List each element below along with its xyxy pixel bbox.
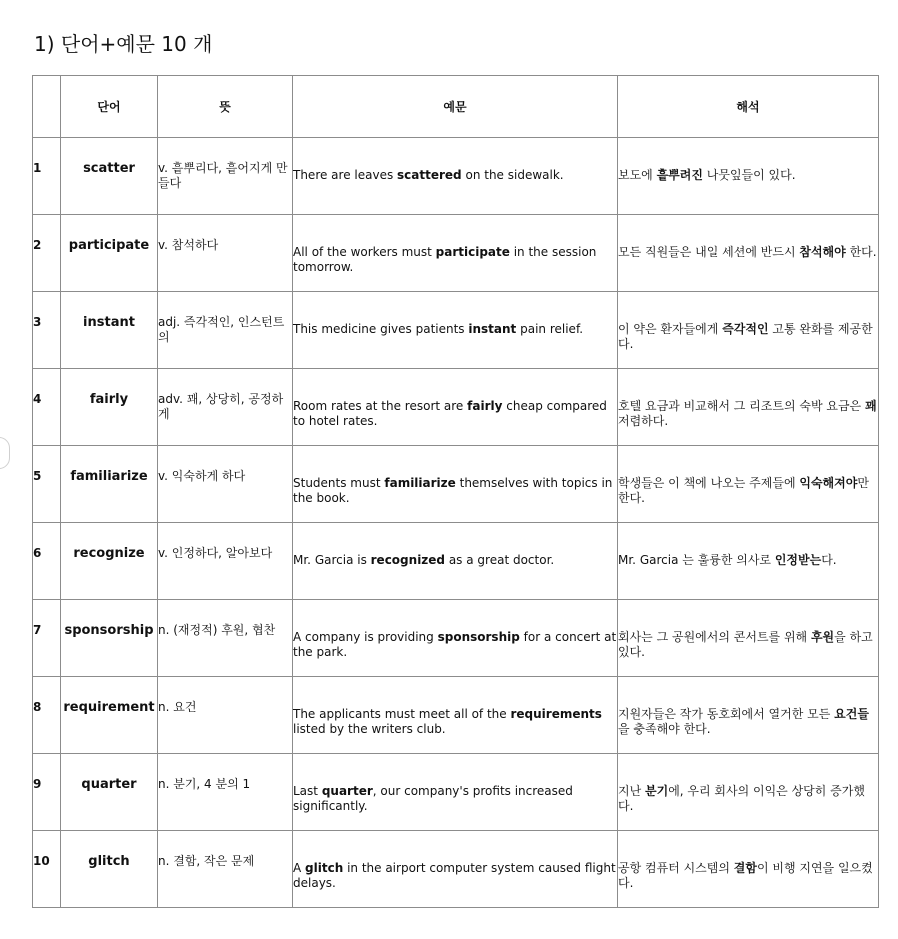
row-number: 4 xyxy=(33,369,61,446)
translation-keyword: 참석해야 xyxy=(799,245,846,259)
translation-keyword: 결함 xyxy=(733,861,757,875)
example-sentence xyxy=(293,677,618,754)
table-row xyxy=(33,292,879,369)
row-number: 1 xyxy=(33,138,61,215)
translation-text: 을 충족해야 한다. xyxy=(618,722,711,736)
header-word: 단어 xyxy=(61,76,158,138)
example-text: on the sidewalk. xyxy=(461,168,564,182)
translation-text: 회사는 그 공원에서의 콘서트를 위해 xyxy=(618,630,811,644)
example-text: listed by the writers club. xyxy=(293,722,446,736)
translation-text: 지원자들은 작가 동호회에서 열거한 모든 xyxy=(618,707,835,721)
example-sentence xyxy=(293,138,618,215)
example-keyword: glitch xyxy=(305,861,344,875)
translation-text: 이 비행 지연을 일으켰다. xyxy=(618,861,873,890)
example-text: The applicants must meet all of the xyxy=(293,707,511,721)
example-sentence xyxy=(293,831,618,908)
scroll-handle[interactable] xyxy=(0,437,10,469)
table-row xyxy=(33,831,879,908)
translation-keyword: 흩뿌려진 xyxy=(656,168,703,182)
table-body xyxy=(33,138,879,908)
table-row xyxy=(33,138,879,215)
example-keyword: familiarize xyxy=(384,476,456,490)
word-meaning: n. 결함, 작은 문제 xyxy=(158,831,293,908)
table-row xyxy=(33,754,879,831)
translation-keyword: 분기 xyxy=(645,784,669,798)
translation-keyword: 후원 xyxy=(810,630,835,644)
translation-text: Mr. Garcia 는 훌륭한 의사로 xyxy=(618,553,775,567)
example-sentence xyxy=(293,754,618,831)
row-number: 8 xyxy=(33,677,61,754)
example-text: Room rates at the resort are xyxy=(293,399,468,413)
translation xyxy=(618,215,879,292)
translation xyxy=(618,831,879,908)
example-text: There are leaves xyxy=(293,168,398,182)
translation-text: 호텔 요금과 비교해서 그 리조트의 숙박 요금은 xyxy=(618,399,865,413)
word-meaning: n. 요건 xyxy=(158,677,293,754)
translation xyxy=(618,369,879,446)
word-meaning: adv. 꽤, 상당히, 공정하게 xyxy=(158,369,293,446)
vocab-word: quarter xyxy=(61,754,158,831)
row-number: 9 xyxy=(33,754,61,831)
example-sentence xyxy=(293,600,618,677)
word-meaning: adj. 즉각적인, 인스턴트의 xyxy=(158,292,293,369)
row-number: 5 xyxy=(33,446,61,523)
header-translation: 해석 xyxy=(618,76,879,138)
table-row xyxy=(33,523,879,600)
translation-keyword: 익숙해져야 xyxy=(799,476,858,490)
example-text: in the airport computer system caused flight delays. xyxy=(293,861,616,890)
example-keyword: instant xyxy=(468,322,517,336)
translation-keyword: 인정받는 xyxy=(774,553,822,567)
example-keyword: quarter xyxy=(321,784,373,798)
translation-text: 보도에 xyxy=(618,168,657,182)
row-number: 7 xyxy=(33,600,61,677)
vocab-word: participate xyxy=(61,215,158,292)
example-sentence xyxy=(293,446,618,523)
translation-text: 나뭇잎들이 있다. xyxy=(702,168,796,182)
translation-text: 공항 컴퓨터 시스템의 xyxy=(618,861,734,875)
translation-text: 에, 우리 회사의 이익은 상당히 증가했다. xyxy=(618,784,865,813)
vocabulary-table xyxy=(32,75,879,908)
example-text: , our company's profits increased significantly. xyxy=(293,784,573,813)
word-meaning: v. 인정하다, 알아보다 xyxy=(158,523,293,600)
translation-text: 고통 완화를 제공한다. xyxy=(618,322,873,351)
translation-keyword: 요건들 xyxy=(834,707,869,721)
translation xyxy=(618,138,879,215)
example-sentence xyxy=(293,215,618,292)
example-text: for a concert at the park. xyxy=(293,630,617,659)
table-row xyxy=(33,677,879,754)
translation xyxy=(618,677,879,754)
example-keyword: scattered xyxy=(397,168,462,182)
example-text: Mr. Garcia is xyxy=(293,553,371,567)
example-sentence xyxy=(293,292,618,369)
example-text: cheap compared to hotel rates. xyxy=(293,399,607,428)
row-number: 10 xyxy=(33,831,61,908)
vocab-word: fairly xyxy=(61,369,158,446)
translation xyxy=(618,446,879,523)
table-row xyxy=(33,600,879,677)
row-number: 3 xyxy=(33,292,61,369)
translation-text: 다. xyxy=(821,553,837,567)
vocab-word: familiarize xyxy=(61,446,158,523)
example-keyword: recognized xyxy=(370,553,446,567)
vocab-word: recognize xyxy=(61,523,158,600)
example-keyword: fairly xyxy=(467,399,503,413)
vocab-word: glitch xyxy=(61,831,158,908)
example-keyword: sponsorship xyxy=(437,630,520,644)
word-meaning: v. 참석하다 xyxy=(158,215,293,292)
translation-text: 모든 직원들은 내일 세션에 반드시 xyxy=(618,245,800,259)
table-row xyxy=(33,215,879,292)
vocab-word: instant xyxy=(61,292,158,369)
example-text: pain relief. xyxy=(516,322,584,336)
example-text: as a great doctor. xyxy=(445,553,555,567)
table-row xyxy=(33,369,879,446)
row-number: 2 xyxy=(33,215,61,292)
example-text: A company is providing xyxy=(293,630,438,644)
translation-keyword: 즉각적인 xyxy=(722,322,769,336)
example-text: Last xyxy=(293,784,322,798)
translation-text: 을 하고 있다. xyxy=(618,630,873,659)
example-text: in the session tomorrow. xyxy=(293,245,597,274)
example-sentence xyxy=(293,523,618,600)
translation xyxy=(618,292,879,369)
header-example: 예문 xyxy=(293,76,618,138)
table-row xyxy=(33,446,879,523)
example-text: This medicine gives patients xyxy=(293,322,469,336)
vocab-word: requirement xyxy=(61,677,158,754)
translation-text: 지난 xyxy=(618,784,645,798)
translation-text: 학생들은 이 책에 나오는 주제들에 xyxy=(618,476,800,490)
table-header-row xyxy=(33,76,879,138)
header-number xyxy=(33,76,61,138)
translation xyxy=(618,600,879,677)
translation-keyword: 꽤 xyxy=(864,399,877,413)
example-keyword: participate xyxy=(435,245,510,259)
translation-text: 한다. xyxy=(845,245,877,259)
example-text: themselves with topics in the book. xyxy=(293,476,613,505)
word-meaning: v. 익숙하게 하다 xyxy=(158,446,293,523)
word-meaning: n. 분기, 4 분의 1 xyxy=(158,754,293,831)
word-meaning: n. (재정적) 후원, 협찬 xyxy=(158,600,293,677)
translation-text: 저렴하다. xyxy=(618,414,669,428)
example-text: A xyxy=(293,861,306,875)
word-meaning: v. 흩뿌리다, 흩어지게 만들다 xyxy=(158,138,293,215)
header-meaning: 뜻 xyxy=(158,76,293,138)
translation-text: 이 약은 환자들에게 xyxy=(618,322,723,336)
row-number: 6 xyxy=(33,523,61,600)
example-sentence xyxy=(293,369,618,446)
translation xyxy=(618,523,879,600)
vocab-word: scatter xyxy=(61,138,158,215)
translation xyxy=(618,754,879,831)
example-text: Students must xyxy=(293,476,385,490)
page-title: 1) 단어+예문 10 개 xyxy=(34,32,213,56)
vocab-word: sponsorship xyxy=(61,600,158,677)
example-keyword: requirements xyxy=(510,707,602,721)
translation-text: 만 한다. xyxy=(618,476,869,505)
example-text: All of the workers must xyxy=(293,245,436,259)
